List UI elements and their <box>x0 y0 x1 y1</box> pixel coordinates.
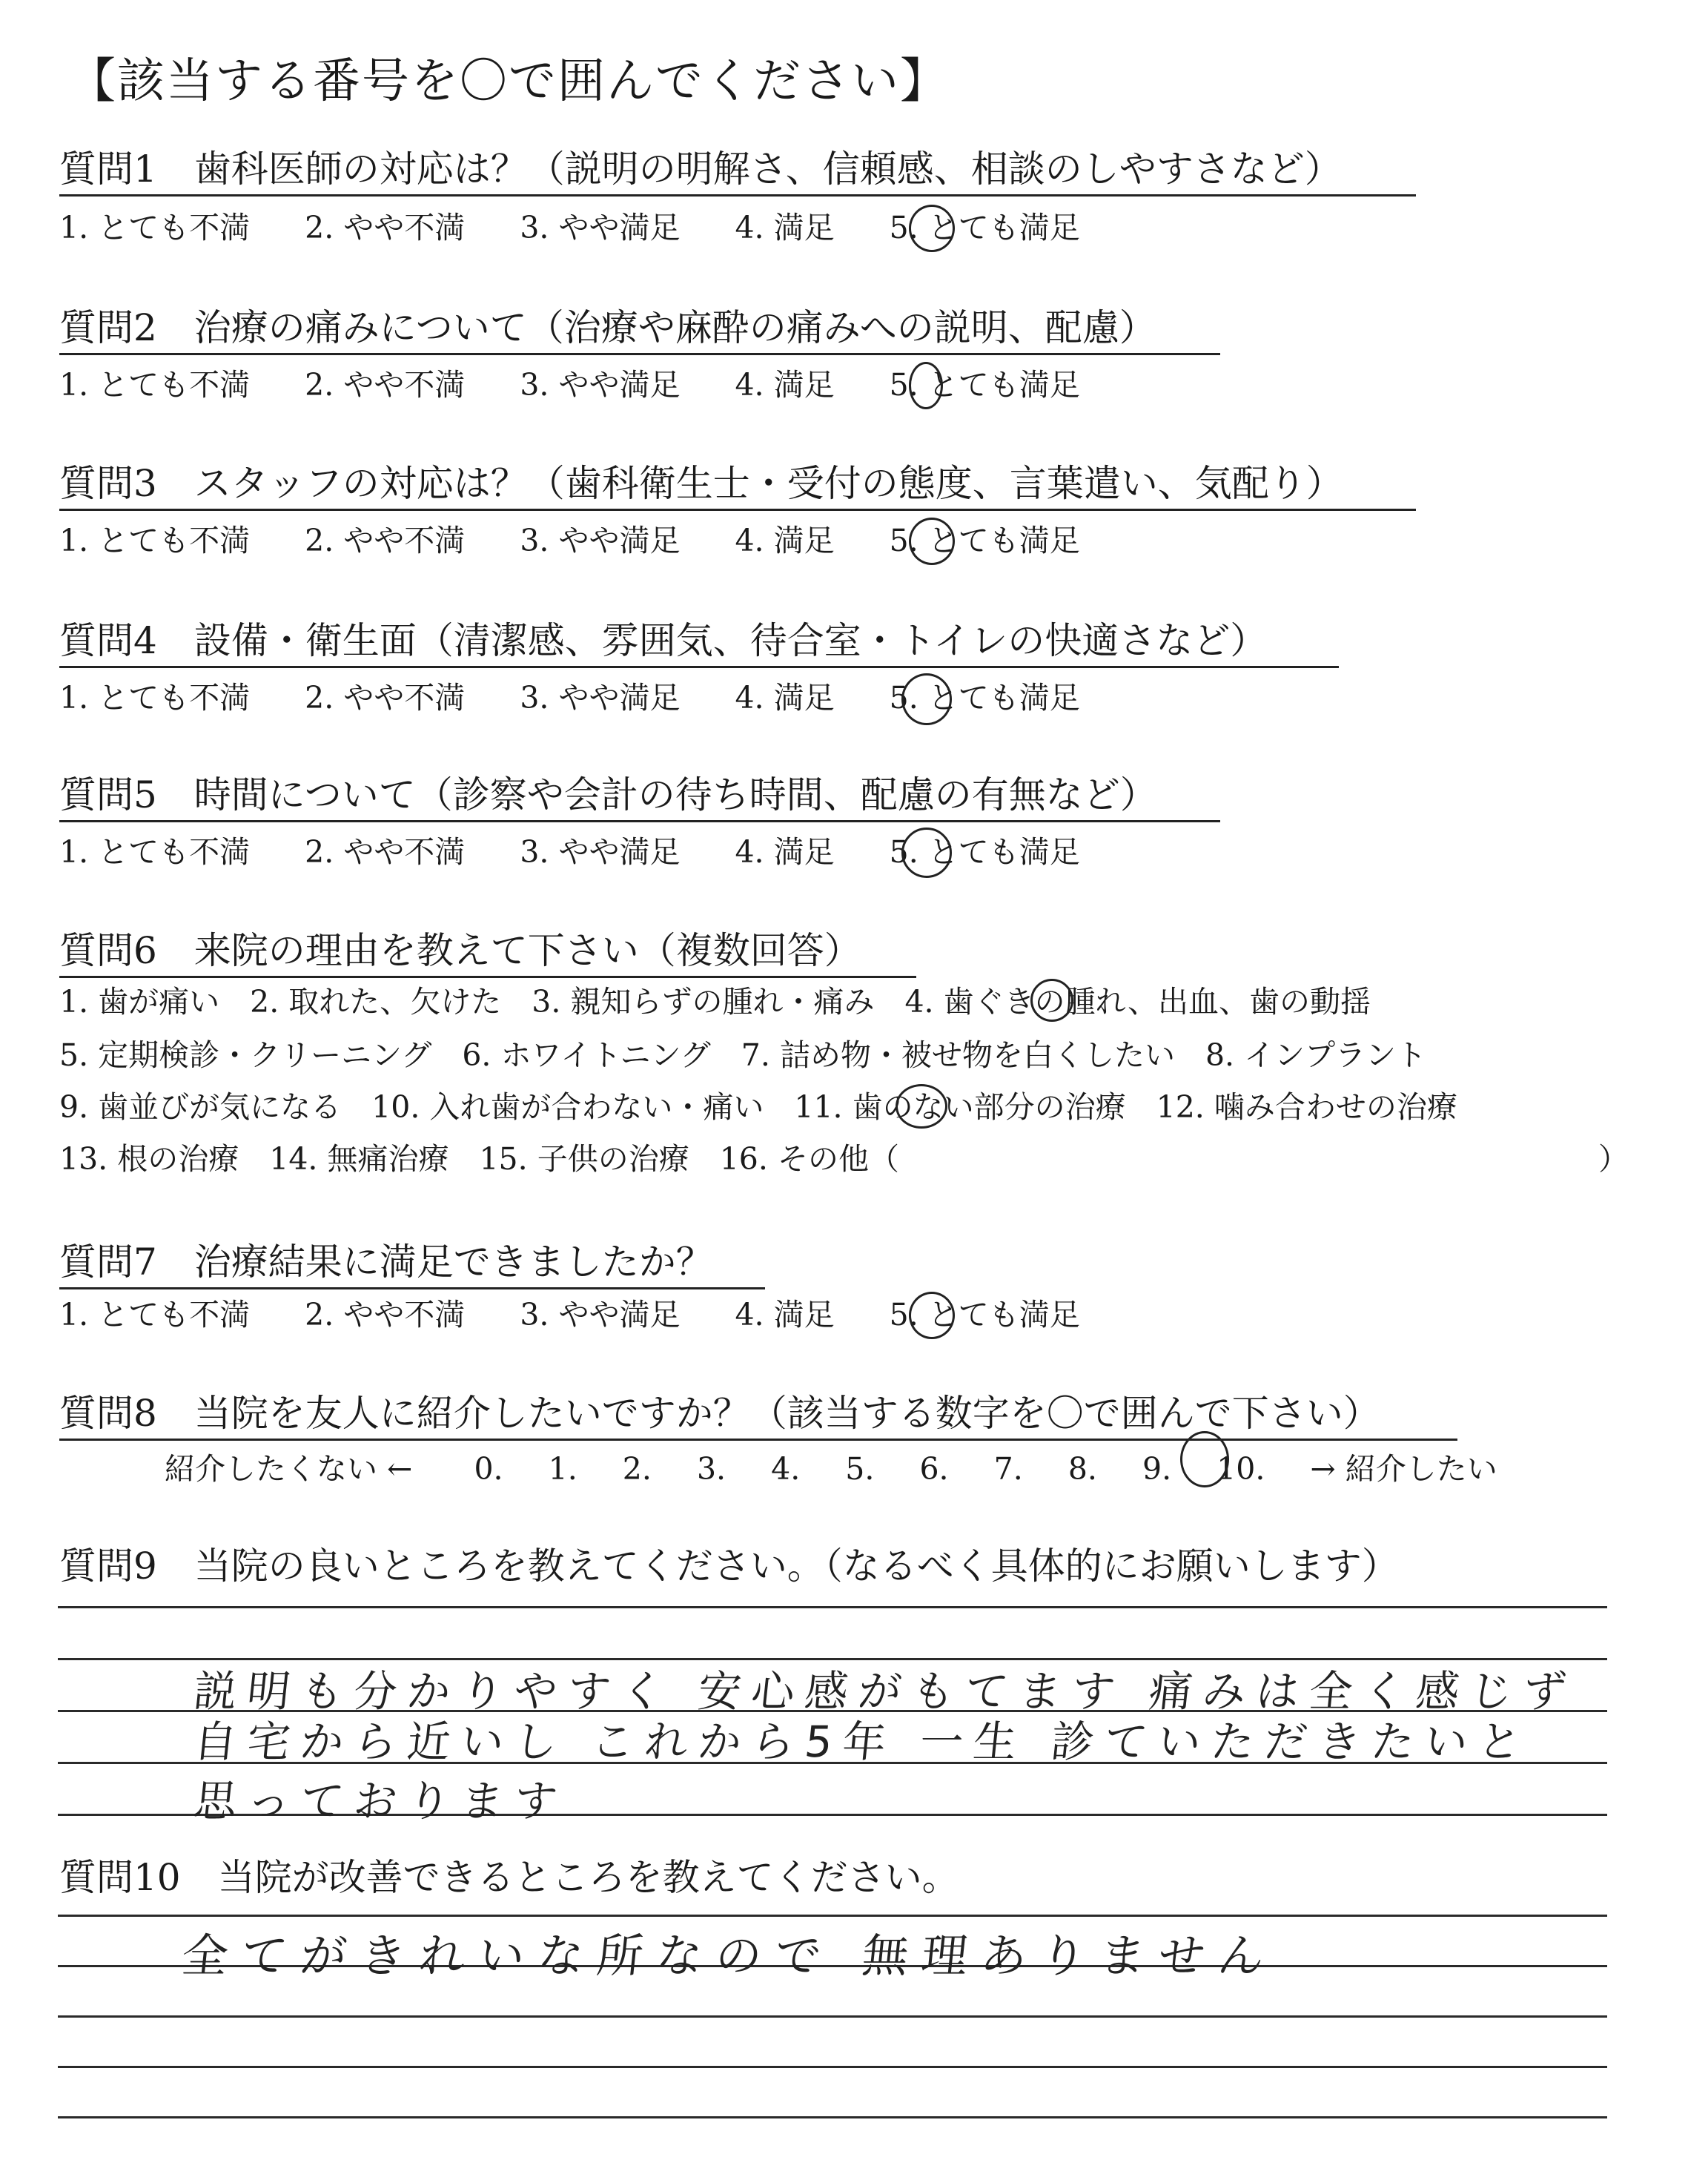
option-4[interactable]: 4. 満足 <box>735 523 835 558</box>
question-6-line-2[interactable]: 5. 定期検診・クリーニング 6. ホワイトニング 7. 詰め物・被せ物を白くしたい 8. インプラント <box>59 1037 1427 1073</box>
handwritten-answer-q9-line-1: 説明も分かりやすく 安心感がもてます 痛みは全く感じず <box>191 1666 1579 1717</box>
option-2[interactable]: 2. やや不満 <box>305 210 466 245</box>
handwritten-answer-q10: 全てがきれいな所なので 無理ありません <box>179 1929 1281 1983</box>
option-2[interactable]: 2. やや不満 <box>305 680 466 716</box>
question-10-title: 質問10 当院が改善できるところを教えてください。 <box>59 1856 959 1899</box>
scale-0[interactable]: 0. <box>474 1451 503 1487</box>
option-4[interactable]: 4. 満足 <box>735 367 835 403</box>
option-5[interactable]: 5. とても満足 <box>889 523 1080 558</box>
question-5-options <box>59 833 1135 871</box>
scale-right-label: → 紹介したい <box>1310 1451 1497 1487</box>
option-4[interactable]: 4. 満足 <box>735 1297 835 1332</box>
option-3[interactable]: 3. やや満足 <box>520 210 681 245</box>
option-4[interactable]: 4. 満足 <box>735 210 835 245</box>
question-3-title: 質問3 スタッフの対応は？（歯科衛生士・受付の態度、言葉遣い、気配り） <box>59 462 1343 505</box>
option-2[interactable]: 2. やや不満 <box>305 523 466 558</box>
selection-circle-q5 <box>901 828 952 878</box>
selection-circle-q7 <box>909 1292 955 1339</box>
option-3[interactable]: 3. やや満足 <box>520 1297 681 1332</box>
option-5[interactable]: 5. とても満足 <box>889 210 1080 245</box>
option-5[interactable]: 5. とても満足 <box>889 367 1080 403</box>
option-1[interactable]: 1. とても不満 <box>59 680 251 716</box>
question-2-underline <box>59 353 1220 355</box>
question-1-underline <box>59 194 1416 196</box>
scale-1[interactable]: 1. <box>548 1451 577 1487</box>
scale-3[interactable]: 3. <box>696 1451 726 1487</box>
option-3[interactable]: 3. やや満足 <box>520 680 681 716</box>
question-6-title: 質問6 来院の理由を教えて下さい（複数回答） <box>59 929 861 972</box>
question-7-underline <box>59 1287 765 1289</box>
selection-circle-q3 <box>909 518 955 565</box>
option-2[interactable]: 2. やや不満 <box>305 367 466 403</box>
option-1[interactable]: 1. とても不満 <box>59 1297 251 1332</box>
question-7-options <box>59 1296 1135 1333</box>
answer-line <box>58 2015 1607 2018</box>
question-4-options <box>59 679 1135 716</box>
option-1[interactable]: 1. とても不満 <box>59 367 251 403</box>
selection-circle-q8 <box>1180 1431 1229 1487</box>
selection-circle-q1 <box>909 205 955 252</box>
selection-circle-q6-11 <box>896 1084 947 1129</box>
handwritten-answer-q9-line-3: 思っております <box>191 1776 571 1826</box>
scale-2[interactable]: 2. <box>622 1451 652 1487</box>
question-5-title: 質問5 時間について（診察や会計の待ち時間、配慮の有無など） <box>59 773 1157 816</box>
question-6-line-4[interactable]: 13. 根の治療 14. 無痛治療 15. 子供の治療 16. その他（ ） <box>59 1141 1629 1177</box>
option-2[interactable]: 2. やや不満 <box>305 834 466 870</box>
question-1-title: 質問1 歯科医師の対応は？（説明の明解さ、信頼感、相談のしやすさなど） <box>59 148 1342 191</box>
scale-10[interactable]: 10. <box>1217 1451 1265 1487</box>
scale-7[interactable]: 7. <box>993 1451 1023 1487</box>
question-3-options <box>59 522 1135 559</box>
option-3[interactable]: 3. やや満足 <box>520 523 681 558</box>
option-1[interactable]: 1. とても不満 <box>59 834 251 870</box>
question-1-options <box>59 209 1135 246</box>
question-6-line-3[interactable]: 9. 歯並びが気になる 10. 入れ歯が合わない・痛い 11. 歯のない部分の治療 12. 噛み合わせの治療 <box>59 1089 1457 1125</box>
question-8-underline <box>59 1439 1457 1441</box>
question-7-title: 質問7 治療結果に満足できましたか？ <box>59 1241 713 1284</box>
selection-circle-q2 <box>909 362 943 409</box>
option-5[interactable]: 5. とても満足 <box>889 1297 1080 1332</box>
scale-4[interactable]: 4. <box>771 1451 801 1487</box>
scale-5[interactable]: 5. <box>845 1451 875 1487</box>
question-4-underline <box>59 666 1339 668</box>
option-2[interactable]: 2. やや不満 <box>305 1297 466 1332</box>
question-5-underline <box>59 820 1220 822</box>
selection-circle-q4 <box>901 673 952 725</box>
form-header: 【該当する番号を〇で囲んでください】 <box>68 54 949 109</box>
scale-9[interactable]: 9. <box>1142 1451 1172 1487</box>
option-3[interactable]: 3. やや満足 <box>520 834 681 870</box>
scale-6[interactable]: 6. <box>919 1451 949 1487</box>
option-1[interactable]: 1. とても不満 <box>59 523 251 558</box>
option-3[interactable]: 3. やや満足 <box>520 367 681 403</box>
question-8-title: 質問8 当院を友人に紹介したいですか？（該当する数字を〇で囲んで下さい） <box>59 1392 1380 1435</box>
question-8-scale <box>165 1450 1497 1487</box>
question-4-title: 質問4 設備・衛生面（清潔感、雰囲気、待合室・トイレの快適さなど） <box>59 619 1268 662</box>
option-1[interactable]: 1. とても不満 <box>59 210 251 245</box>
question-6-underline <box>59 976 916 978</box>
answer-line <box>58 2116 1607 2118</box>
scale-left-label: 紹介したくない ← <box>165 1451 413 1487</box>
question-2-options <box>59 366 1135 403</box>
option-4[interactable]: 4. 満足 <box>735 680 835 716</box>
option-5[interactable]: 5. とても満足 <box>889 834 1080 870</box>
option-4[interactable]: 4. 満足 <box>735 834 835 870</box>
selection-circle-q6-4 <box>1030 979 1073 1022</box>
handwritten-answer-q9-line-2: 自宅から近いし これから5年 一生 診ていただきたいと <box>191 1717 1535 1767</box>
option-5[interactable]: 5. とても満足 <box>889 680 1080 716</box>
question-2-title: 質問2 治療の痛みについて（治療や麻酔の痛みへの説明、配慮） <box>59 306 1156 349</box>
question-9-title: 質問9 当院の良いところを教えてください。（なるべく具体的にお願いします） <box>59 1545 1399 1588</box>
scale-8[interactable]: 8. <box>1068 1451 1097 1487</box>
answer-line <box>58 1606 1607 1608</box>
question-3-underline <box>59 509 1416 511</box>
answer-line <box>58 2066 1607 2068</box>
answer-line <box>58 1915 1607 1917</box>
question-6-line-1[interactable]: 1. 歯が痛い 2. 取れた、欠けた 3. 親知らずの腫れ・痛み 4. 歯ぐきの腫れ、出血、歯の動揺 <box>59 984 1371 1020</box>
